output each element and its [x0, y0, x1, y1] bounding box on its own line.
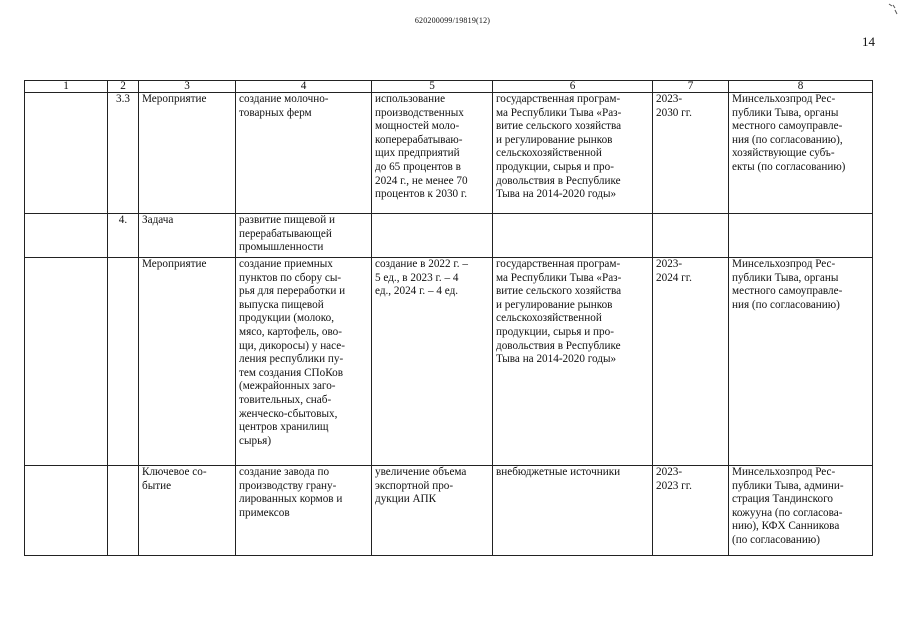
cell-line: и регулирование рынков: [496, 298, 613, 311]
cell-line: производственных: [375, 106, 464, 119]
item-type: Задача: [139, 214, 236, 258]
cell-line: продукции, сырья и про-: [496, 325, 614, 338]
cell-line: 2024 гг.: [656, 271, 692, 284]
column-header: 6: [493, 81, 653, 93]
item-description: [236, 214, 372, 258]
item-indicator: [372, 258, 493, 466]
cell-line: тем создания СПоКов: [239, 366, 343, 379]
table-row: [25, 258, 873, 466]
cell-line: страция Тандинского: [732, 493, 833, 506]
cell-line: пунктов по сбору сы-: [239, 271, 342, 284]
cell-line: (по согласованию): [732, 533, 820, 546]
item-source: [493, 93, 653, 214]
plan-table: [24, 80, 873, 556]
cell-line: Тыва на 2014-2020 годы»: [496, 188, 617, 201]
scan-mark-icon: [887, 2, 899, 16]
cell-line: щи, дикоросы) у насе-: [239, 339, 345, 352]
item-description: [236, 93, 372, 214]
item-source: [493, 466, 653, 556]
item-period: [653, 466, 729, 556]
cell-line: ния (по согласованию): [732, 298, 840, 311]
cell-line: 2023-: [656, 93, 683, 105]
cell-line: перерабатывающей: [239, 227, 332, 240]
cell-line: сельскохозяйственной: [496, 147, 602, 160]
cell-line: государственная програм-: [496, 258, 621, 270]
cell-line: Минсельхозпрод Рес-: [732, 466, 836, 478]
cell-line: мощностей моло-: [375, 120, 460, 133]
blank-cell: [25, 466, 108, 556]
cell-line: 2023-: [656, 466, 683, 478]
cell-line: местного самоуправле-: [732, 285, 843, 298]
item-type: Мероприятие: [139, 93, 236, 214]
cell-line: государственная програм-: [496, 93, 621, 105]
cell-line: ления республики пу-: [239, 353, 344, 366]
cell-line: мясо, картофель, ово-: [239, 325, 343, 338]
cell-line: ма Республики Тыва «Раз-: [496, 106, 622, 119]
cell-line: ния (по согласованию),: [732, 133, 843, 146]
blank-cell: [25, 214, 108, 258]
cell-line: использование: [375, 93, 446, 105]
cell-line: развитие пищевой и: [239, 214, 336, 226]
cell-line: хозяйствующие субъ-: [732, 147, 835, 160]
page-number: 14: [862, 34, 875, 49]
cell-line: товительных, снаб-: [239, 393, 332, 406]
table-row: [25, 466, 873, 556]
cell-line: товарных ферм: [239, 106, 312, 119]
item-source: [493, 258, 653, 466]
item-number: 4.: [108, 214, 139, 258]
column-header: 3: [139, 81, 236, 93]
cell-line: Тыва на 2014-2020 годы»: [496, 353, 617, 366]
blank-cell: [25, 93, 108, 214]
item-type: [139, 466, 236, 556]
table-row: [25, 93, 873, 214]
cell-line: 2023 гг.: [656, 479, 692, 492]
cell-line: женческо-сбытовых,: [239, 407, 338, 420]
cell-line: витие сельского хозяйства: [496, 120, 622, 133]
cell-line: местного самоуправле-: [732, 120, 843, 133]
item-number: [108, 466, 139, 556]
cell-line: примексов: [239, 506, 290, 519]
item-period: [653, 93, 729, 214]
cell-line: 2023-: [656, 258, 683, 270]
cell-line: коперерабатываю-: [375, 133, 463, 146]
cell-line: публики Тыва, админи-: [732, 479, 844, 492]
item-indicator: [372, 214, 493, 258]
cell-line: витие сельского хозяйства: [496, 285, 622, 298]
column-header: 8: [729, 81, 873, 93]
cell-line: создание завода по: [239, 466, 330, 478]
cell-line: Ключевое со-: [142, 466, 207, 478]
cell-line: лированных кормов и: [239, 493, 343, 506]
item-responsible: [729, 93, 873, 214]
cell-line: продукции (молоко,: [239, 312, 335, 325]
cell-line: 2024 г., не менее 70: [375, 174, 468, 187]
item-description: [236, 466, 372, 556]
column-header: 4: [236, 81, 372, 93]
cell-line: публики Тыва, органы: [732, 271, 839, 284]
column-header: 5: [372, 81, 493, 93]
cell-line: внебюджетные источники: [496, 466, 621, 478]
column-header: 1: [25, 81, 108, 93]
cell-line: увеличение объема: [375, 466, 467, 478]
item-description: [236, 258, 372, 466]
blank-cell: [25, 258, 108, 466]
item-number: 3.3: [108, 93, 139, 214]
document-code: 620200099/19819(12): [414, 16, 491, 25]
cell-line: ед., 2024 г. – 4 ед.: [375, 285, 459, 298]
cell-line: ма Республики Тыва «Раз-: [496, 271, 622, 284]
cell-line: экспортной про-: [375, 479, 454, 492]
cell-line: нию), КФХ Санникова: [732, 520, 840, 533]
cell-line: довольствия в Республике: [496, 339, 621, 352]
cell-line: промышленности: [239, 241, 324, 254]
item-responsible: [729, 214, 873, 258]
item-indicator: [372, 93, 493, 214]
cell-line: создание молочно-: [239, 93, 329, 105]
cell-line: центров хранилищ: [239, 421, 329, 434]
cell-line: до 65 процентов в: [375, 160, 461, 173]
cell-line: создание в 2022 г. –: [375, 258, 468, 270]
item-source: [493, 214, 653, 258]
cell-line: процентов к 2030 г.: [375, 188, 468, 201]
cell-line: публики Тыва, органы: [732, 106, 839, 119]
cell-line: щих предприятий: [375, 147, 460, 160]
cell-line: и регулирование рынков: [496, 133, 613, 146]
cell-line: Минсельхозпрод Рес-: [732, 93, 836, 105]
cell-line: рья для переработки и: [239, 285, 346, 298]
item-period: [653, 214, 729, 258]
cell-line: 2030 гг.: [656, 106, 692, 119]
cell-line: создание приемных: [239, 258, 333, 270]
item-responsible: [729, 258, 873, 466]
cell-line: довольствия в Республике: [496, 174, 621, 187]
cell-line: Минсельхозпрод Рес-: [732, 258, 836, 270]
cell-line: бытие: [142, 479, 172, 492]
cell-line: дукции АПК: [375, 493, 437, 506]
cell-line: выпуска пищевой: [239, 298, 324, 311]
table-row: [25, 214, 873, 258]
cell-line: продукции, сырья и про-: [496, 160, 614, 173]
item-period: [653, 258, 729, 466]
item-number: [108, 258, 139, 466]
item-responsible: [729, 466, 873, 556]
cell-line: кожууна (по согласова-: [732, 506, 843, 519]
column-header: 7: [653, 81, 729, 93]
cell-line: сельскохозяйственной: [496, 312, 602, 325]
table-header-row: [25, 81, 873, 93]
cell-line: производству грану-: [239, 479, 337, 492]
cell-line: 5 ед., в 2023 г. – 4: [375, 271, 459, 284]
cell-line: сырья): [239, 434, 272, 447]
item-type: Мероприятие: [139, 258, 236, 466]
cell-line: екты (по согласованию): [732, 160, 846, 173]
item-indicator: [372, 466, 493, 556]
column-header: 2: [108, 81, 139, 93]
cell-line: (межрайонных заго-: [239, 380, 336, 393]
